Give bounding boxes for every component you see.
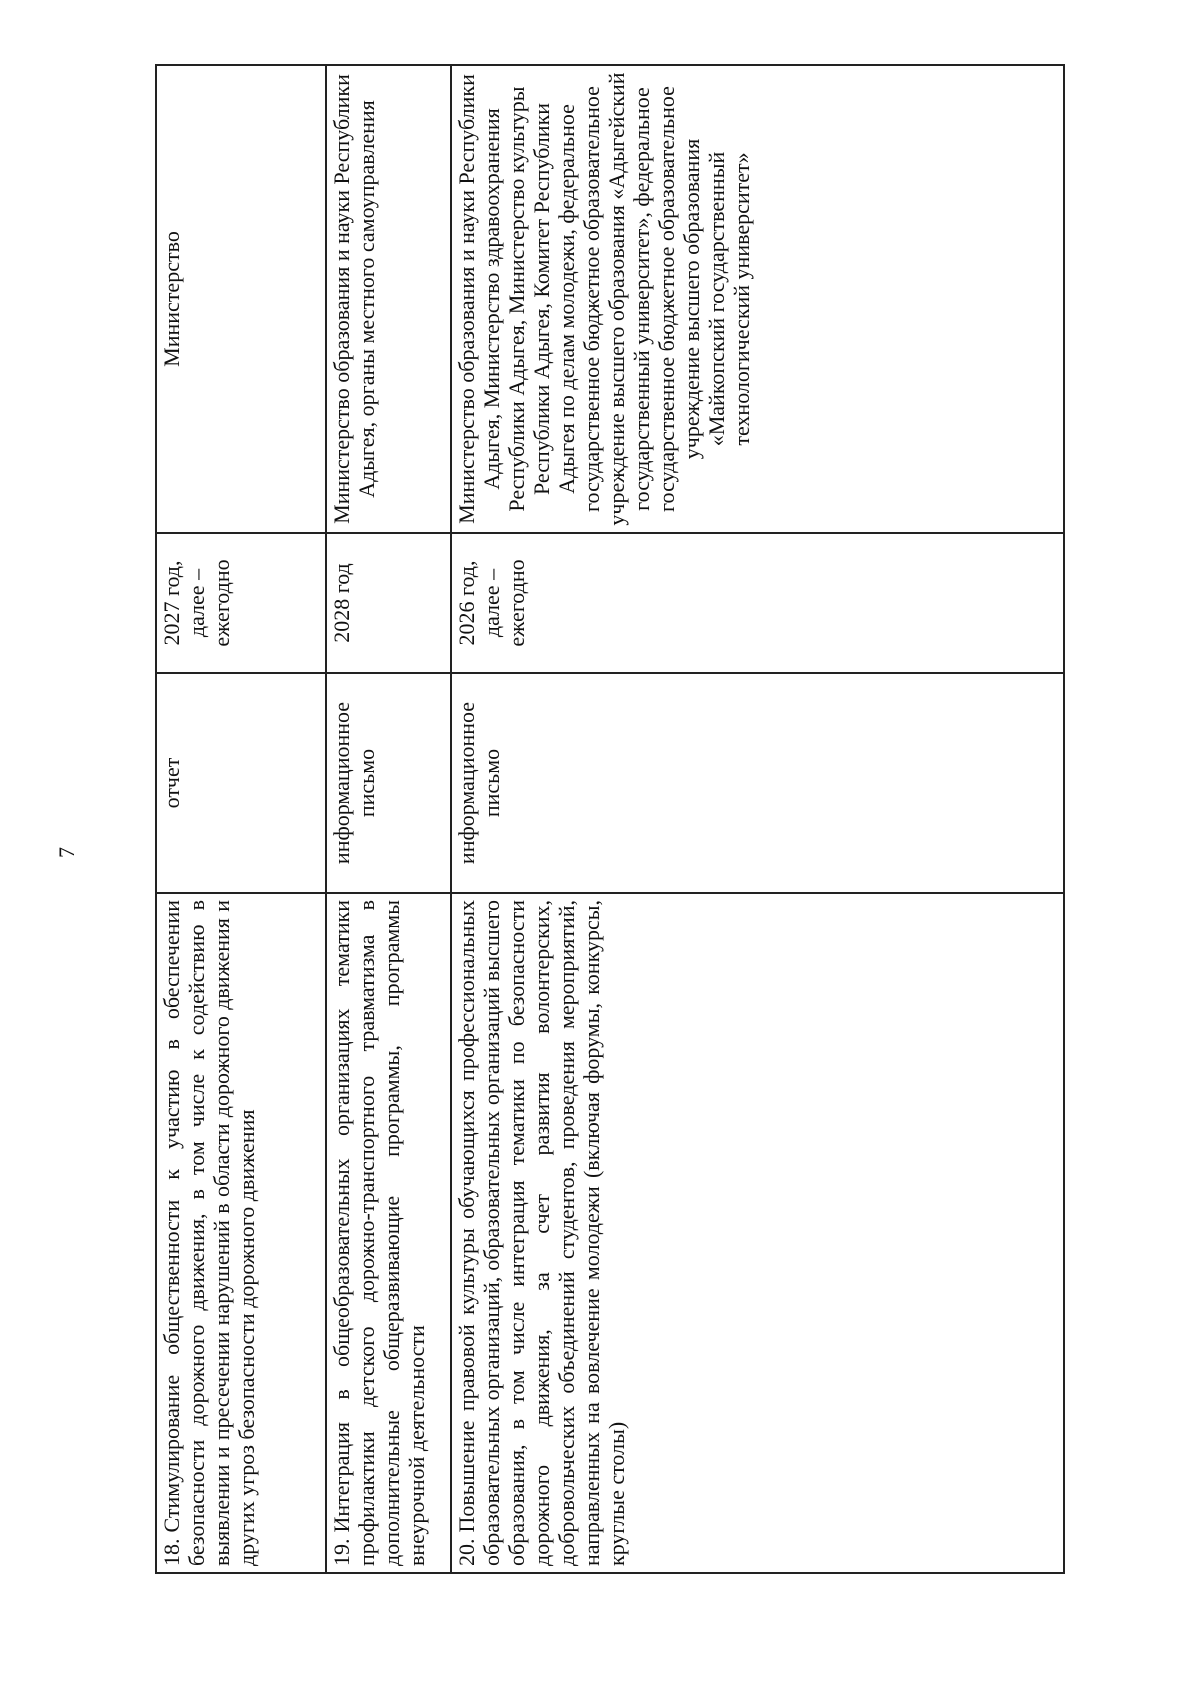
activity-text: Стимулирование общественности к участию в обеспечении безопасности дорожного движения, в том числе к содействию в выявлении и пресечении нарушений в области дорожного движения и других угроз безопасности дорожного движения: [159, 900, 259, 1566]
activities-table: [155, 64, 1065, 1574]
responsible-cell: Министерство образования и науки Республики Адыгея, Министерство здравоохранения Республики Адыгея, Министерство культуры Республики Адыгея, Комитет Республики Адыгея по делам молодежи, федеральное государственное бюджетное образовательное учреждение высшего образования «Адыгейский государственный университет», федеральное государственное бюджетное образовательное учреждение высшего образования «Майкопский государственный технологический университет»: [451, 65, 1064, 533]
activity-text: Интеграция в общеобразовательных организациях тематики профилактики детского дорожно-транспортного травматизма в дополнительные общеразвивающие программы, программы внеурочной деятельности: [329, 900, 429, 1566]
table-row: [326, 65, 451, 1573]
responsible-cell: Министерство образования и науки Республики Адыгея, органы местного самоуправления: [326, 65, 451, 533]
table-row: [451, 65, 1064, 1573]
deadline-cell: 2026 год, далее – ежегодно: [451, 533, 1064, 673]
result-cell: отчет: [156, 673, 326, 893]
activity-cell: [156, 893, 326, 1573]
activity-cell: [326, 893, 451, 1573]
row-number: 20.: [454, 1538, 479, 1566]
page-number: 7: [54, 847, 79, 858]
table-row: [156, 65, 326, 1573]
activity-text: Повышение правовой культуры обучающихся профессиональных образовательных организаций, образовательных организаций высшего образования, в том числе интеграция тематики по безопасности дорожного движения, за счет развития волонтерских, добровольческих объединений студентов, проведения мероприятий, направленных на вовлечение молодежи (включая форумы, конкурсы, круглые столы): [454, 900, 629, 1566]
row-number: 18.: [159, 1538, 184, 1566]
result-cell: информационное письмо: [451, 673, 1064, 893]
deadline-cell: 2028 год: [326, 533, 451, 673]
activity-cell: [451, 893, 1064, 1573]
deadline-cell: 2027 год, далее – ежегодно: [156, 533, 326, 673]
row-number: 19.: [329, 1538, 354, 1566]
result-cell: информационное письмо: [326, 673, 451, 893]
rotated-table-wrapper: [155, 66, 1063, 1574]
responsible-cell: Министерство: [156, 65, 326, 533]
